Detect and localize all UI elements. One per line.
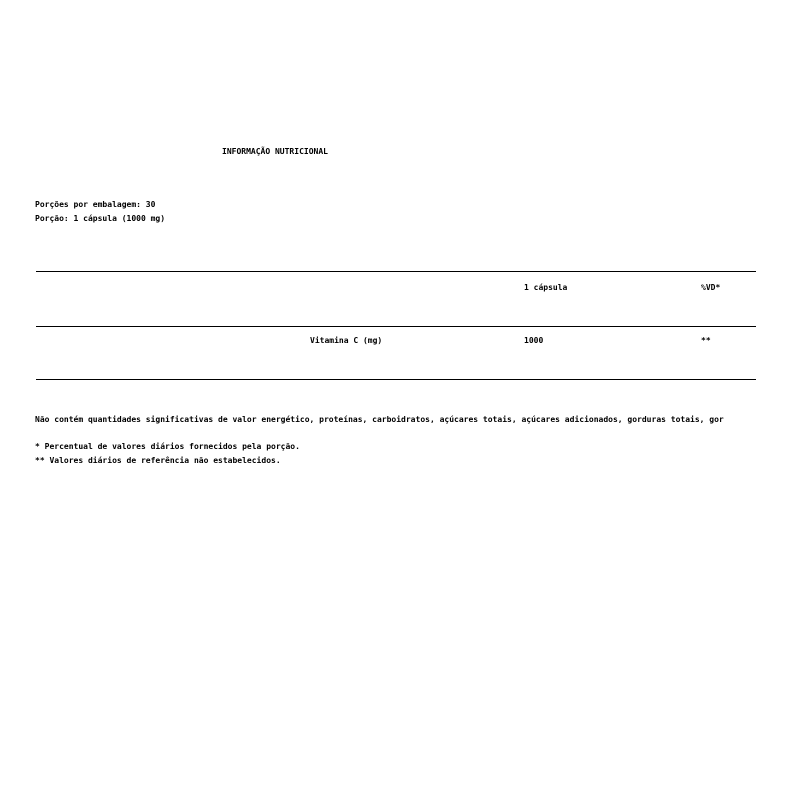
table-bottom-rule xyxy=(36,379,756,380)
servings-per-package: Porções por embalagem: 30 xyxy=(35,200,156,209)
column-header-daily-value: %VD* xyxy=(701,283,721,292)
reference-values-footnote: ** Valores diários de referência não estabelecidos. xyxy=(35,456,281,465)
table-header-rule xyxy=(36,326,756,327)
insignificant-amounts-note: Não contém quantidades significativas de valor energético, proteínas, carboidratos, açúcares totais, açúcares adicionados, gorduras totais, gor xyxy=(35,415,724,424)
column-header-portion: 1 cápsula xyxy=(524,283,568,292)
serving-size: Porção: 1 cápsula (1000 mg) xyxy=(35,214,166,223)
nutrient-amount: 1000 xyxy=(524,336,544,345)
table-top-rule xyxy=(36,271,756,272)
nutrient-daily-value: ** xyxy=(701,336,711,345)
nutrient-name: Vitamina C (mg) xyxy=(310,336,383,345)
label-title: INFORMAÇÃO NUTRICIONAL xyxy=(222,147,328,156)
daily-value-footnote: * Percentual de valores diários fornecidos pela porção. xyxy=(35,442,300,451)
